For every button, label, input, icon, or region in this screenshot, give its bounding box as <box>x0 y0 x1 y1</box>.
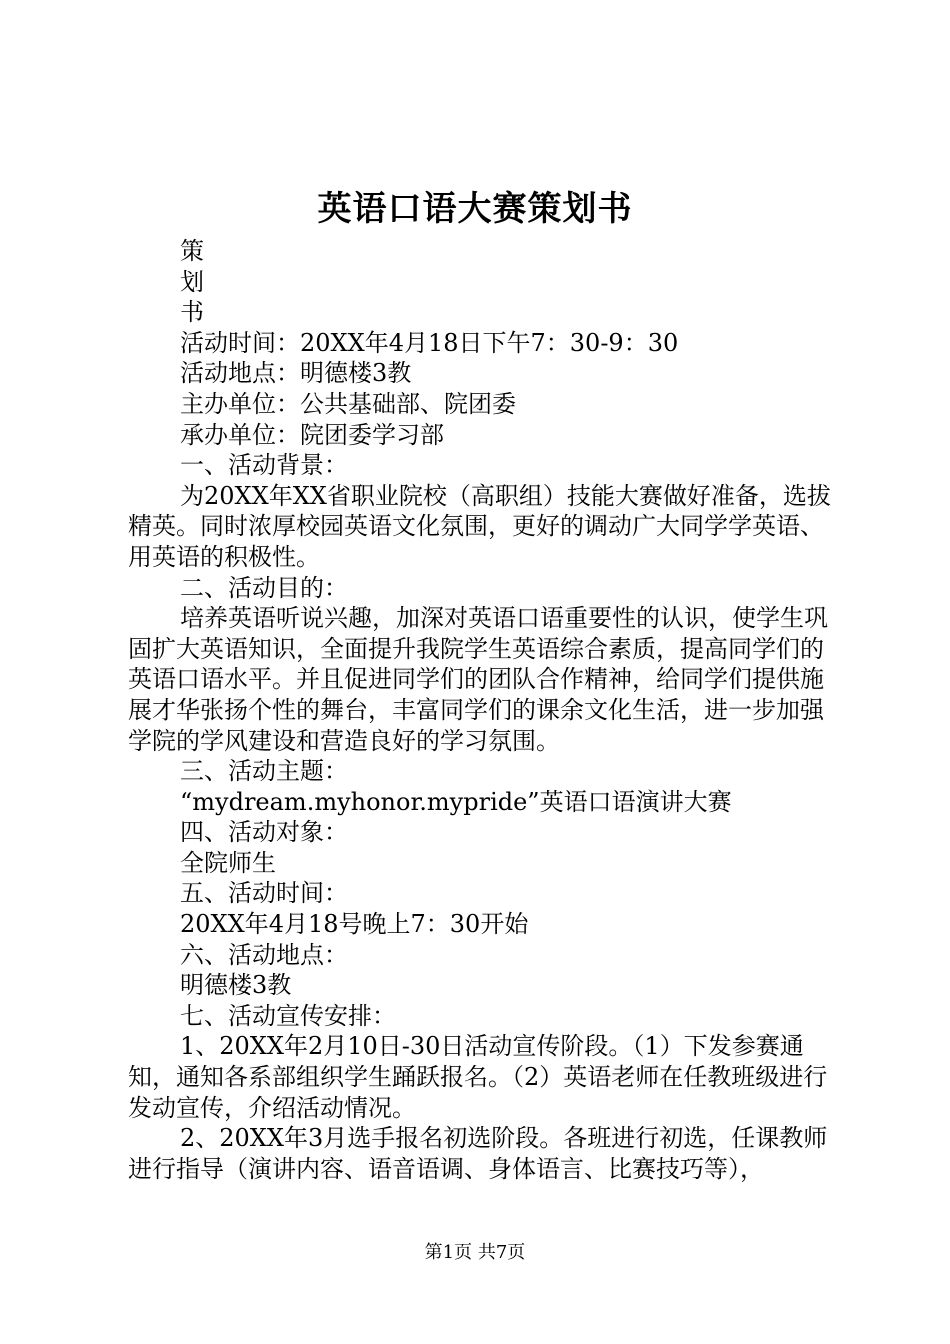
body-paragraph: 主办单位：公共基础部、院团委 <box>180 389 516 418</box>
body-paragraph: 划 <box>180 267 204 296</box>
body-paragraph: 2、20XX年3月选手报名初选阶段。各班进行初选，任课教师进行指导（演讲内容、语音语调、身体语言、比赛技巧等）， <box>128 1124 828 1183</box>
body-paragraph: 四、活动对象： <box>180 818 348 847</box>
page-footer: 第1页 共7页 <box>424 1242 526 1263</box>
body-paragraph: 全院师生 <box>180 848 276 877</box>
body-paragraph: 二、活动目的： <box>180 573 348 602</box>
body-paragraph: 1、20XX年2月10日-30日活动宣传阶段。（1）下发参赛通知，通知各系部组织学生踊跃报名。（2）英语老师在任教班级进行发动宣传，介绍活动情况。 <box>128 1032 828 1122</box>
body-paragraph: 一、活动背景： <box>180 451 348 480</box>
document-title: 英语口语大赛策划书 <box>317 189 633 229</box>
body-paragraph: 20XX年4月18号晚上7：30开始 <box>180 910 529 939</box>
body-paragraph: 培养英语听说兴趣，加深对英语口语重要性的认识，使学生巩固扩大英语知识，全面提升我院学生英语综合素质，提高同学们的英语口语水平。并且促进同学们的团队合作精神，给同学们提供施展才华张扬个性的舞台，丰富同学们的课余文化生活，进一步加强学院的学风建设和营造良好的学习氛围。 <box>128 604 828 755</box>
body-paragraph: 活动地点：明德楼3教 <box>180 359 412 388</box>
body-paragraph: 六、活动地点： <box>180 940 348 969</box>
body-paragraph: 七、活动宣传安排： <box>180 1001 396 1030</box>
document-body <box>128 236 836 1184</box>
body-paragraph: 为20XX年XX省职业院校（高职组）技能大赛做好准备，选拔精英。同时浓厚校园英语文化氛围，更好的调动广大同学学英语、用英语的积极性。 <box>128 481 831 571</box>
body-paragraph: 三、活动主题： <box>180 757 348 786</box>
body-paragraph: 策 <box>180 237 204 265</box>
body-paragraph: 书 <box>180 298 204 327</box>
body-paragraph: “mydream.myhonor.mypride”英语口语演讲大赛 <box>180 787 732 816</box>
body-paragraph: 承办单位：院团委学习部 <box>180 420 444 449</box>
body-paragraph: 活动时间：20XX年4月18日下午7：30-9：30 <box>180 328 679 357</box>
body-paragraph: 明德楼3教 <box>180 971 292 1000</box>
body-paragraph: 五、活动时间： <box>180 879 348 908</box>
